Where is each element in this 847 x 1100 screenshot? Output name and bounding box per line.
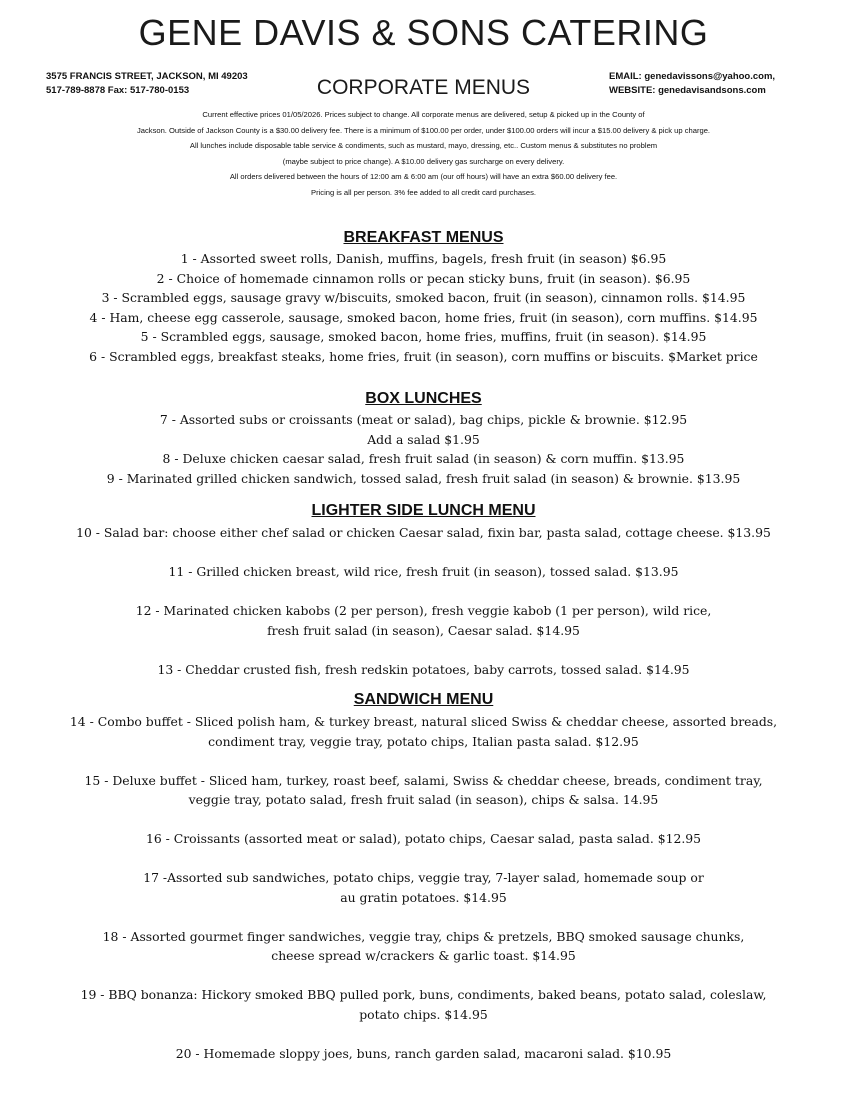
menu-item: 15 - Deluxe buffet - Sliced ham, turkey, roast beef, salami, Swiss & cheddar cheese, breads, condiment tray, [84, 772, 763, 788]
menu-subtitle: CORPORATE MENUS [316, 76, 531, 99]
menu-item: 10 - Salad bar: choose either chef salad or chicken Caesar salad, fixin bar, pasta salad, cottage cheese. $13.95 [76, 525, 771, 540]
policy-notes [20, 107, 827, 201]
menu-item: 12 - Marinated chicken kabobs (2 per person), fresh veggie kabob (1 per person), wild rice, [135, 603, 712, 618]
menu-item: potato chips. $14.95 [359, 1006, 488, 1022]
menu-item: 8 - Deluxe chicken caesar salad, fresh fruit salad (in season) & corn muffin. $13.95 [162, 451, 685, 466]
menu-item: 1 - Assorted sweet rolls, Danish, muffins, bagels, fresh fruit (in season) $6.95 [180, 251, 667, 266]
menu-item: 7 - Assorted subs or croissants (meat or salad), bag chips, pickle & brownie. $12.95 [159, 412, 688, 427]
company-title: GENE DAVIS & SONS CATERING [138, 12, 709, 53]
box-lunch-items [0, 410, 847, 488]
breakfast-items [0, 249, 847, 366]
note-line: All orders delivered between the hours of 12:00 am & 6:00 am (our off hours) will have an extra $60.00 delivery fee. [229, 172, 618, 182]
menu-item: 2 - Choice of homemade cinnamon rolls or pecan sticky buns, fruit (in season). $6.95 [156, 270, 691, 286]
menu-item: cheese spread w/crackers & garlic toast. $14.95 [271, 948, 576, 963]
menu-item: au gratin potatoes. $14.95 [340, 889, 507, 905]
breakfast-heading: BREAKFAST MENUS [343, 229, 504, 246]
menu-item: veggie tray, potato salad, fresh fruit salad (in season), chips & salsa. 14.95 [188, 792, 659, 807]
company-contact [609, 70, 775, 98]
menu-item: 4 - Ham, cheese egg casserole, sausage, smoked bacon, home fries, fruit (in season), corn muffins. $14.95 [89, 309, 758, 325]
address-line: 3575 FRANCIS STREET, JACKSON, MI 49203 [46, 71, 248, 82]
menu-item: 9 - Marinated grilled chicken sandwich, tossed salad, fresh fruit salad (in season) & brownie. $13.95 [106, 470, 741, 486]
menu-item: 3 - Scrambled eggs, sausage gravy w/biscuits, smoked bacon, fruit (in season), cinnamon rolls. $14.95 [101, 290, 746, 305]
note-line: Pricing is all per person. 3% fee added to all credit card purchases. [311, 187, 536, 197]
menu-item: 13 - Cheddar crusted fish, fresh redskin potatoes, baby carrots, tossed salad. $14.95 [157, 661, 690, 677]
lighter-side-heading: LIGHTER SIDE LUNCH MENU [311, 502, 536, 519]
menu-item: 20 - Homemade sloppy joes, buns, ranch garden salad, macaroni salad. $10.95 [175, 1045, 672, 1061]
lighter-side-items [0, 523, 847, 679]
note-line: All lunches include disposable table service & condiments, such as mustard, mayo, dressing, etc.. Custom menus & substitutes no problem [189, 141, 658, 151]
menu-item: 14 - Combo buffet - Sliced polish ham, & turkey breast, natural sliced Swiss & cheddar cheese, assorted breads, [69, 714, 778, 729]
menu-item: 6 - Scrambled eggs, breakfast steaks, home fries, fruit (in season), corn muffins or biscuits. $Market price [89, 348, 758, 364]
website-line: WEBSITE: genedavisandsons.com [609, 85, 766, 96]
menu-item: 19 - BBQ bonanza: Hickory smoked BBQ pulled pork, buns, condiments, baked beans, potato salad, coleslaw, [80, 987, 767, 1002]
menu-item: Add a salad $1.95 [367, 431, 480, 447]
note-line: (maybe subject to price change). A $10.00 delivery gas surcharge on every delivery. [282, 156, 565, 166]
menu-item: 17 -Assorted sub sandwiches, potato chips, veggie tray, 7-layer salad, homemade soup or [143, 870, 704, 885]
sandwich-heading: SANDWICH MENU [353, 691, 494, 708]
sandwich-items [0, 712, 847, 1063]
menu-item: 16 - Croissants (assorted meat or salad), potato chips, Caesar salad, pasta salad. $12.95 [145, 831, 702, 846]
note-line: Jackson. Outside of Jackson County is a $30.00 delivery fee. There is a minimum of $100.00 per order, under $100.00 orders will incur a $15.00 delivery & pick up charge. [136, 125, 711, 135]
menu-item: 5 - Scrambled eggs, sausage, smoked bacon, home fries, muffins, fruit (in season). $14.95 [140, 329, 707, 344]
email-line: EMAIL: genedavissons@yahoo.com, [609, 71, 776, 82]
box-lunches-heading: BOX LUNCHES [365, 390, 482, 407]
menu-item: 11 - Grilled chicken breast, wild rice, fresh fruit (in season), tossed salad. $13.95 [168, 564, 679, 579]
menu-item: condiment tray, veggie tray, potato chips, Italian pasta salad. $12.95 [208, 733, 639, 749]
phone-fax-line: 517-789-8878 Fax: 517-780-0153 [46, 85, 190, 96]
menu-item: fresh fruit salad (in season), Caesar salad. $14.95 [267, 622, 580, 638]
note-line: Current effective prices 01/05/2026. Prices subject to change. All corporate menus are delivered, setup & picked up in the County of [202, 110, 645, 119]
menu-item: 18 - Assorted gourmet finger sandwiches, veggie tray, chips & pretzels, BBQ smoked sausage chunks, [102, 928, 745, 944]
